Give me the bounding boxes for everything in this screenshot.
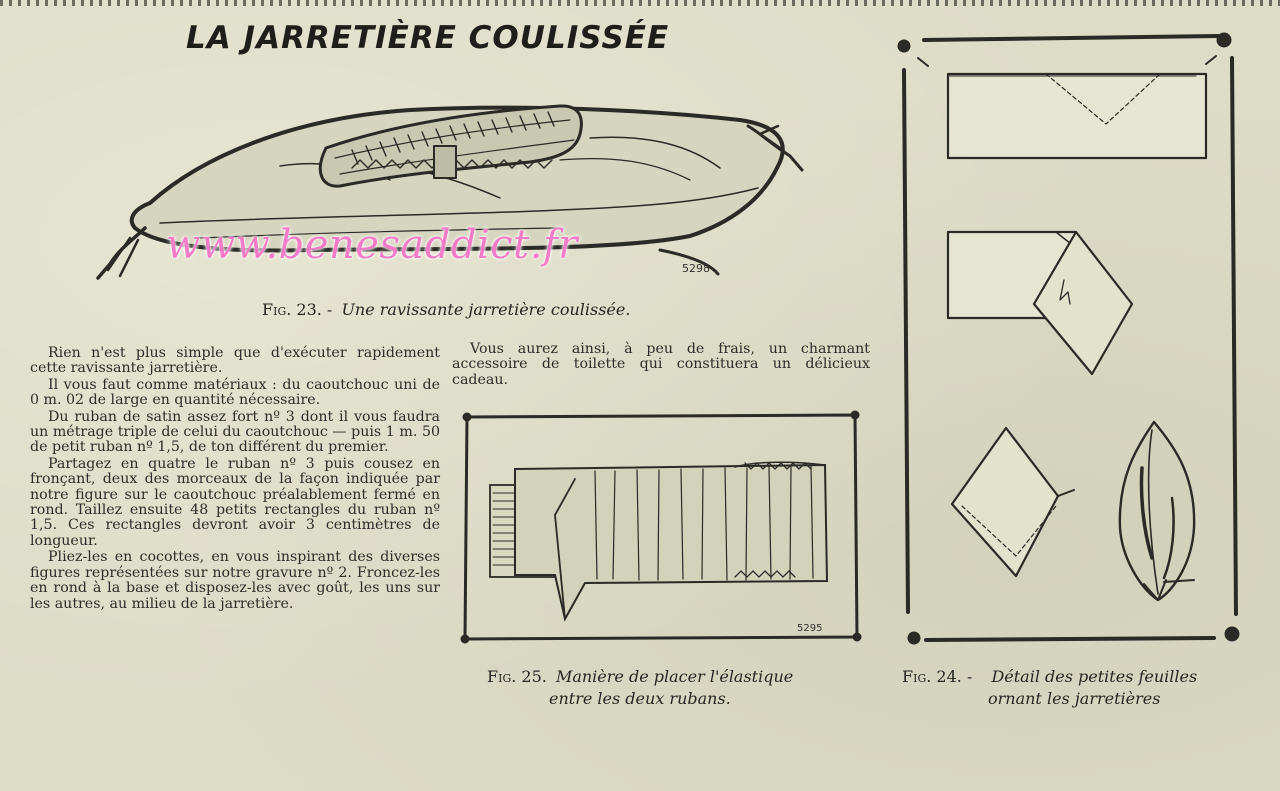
figure-24-leaves-illustration [896,28,1248,650]
figure-25-number: Fig. 25. [487,667,547,686]
figure-25-caption [487,666,793,710]
paragraph-4: Partagez en quatre le ruban nº 3 puis cousez en fronçant, deux des morceaux de la façon indiquée par notre figure sur le caoutchouc préalablement fermé en rond. Taillez ensuite 48 petits rectangles du ruban nº 1,5. Ces rectangles devront avoir 3 centimètres de longueur. [30,455,440,549]
paragraph-6: Vous aurez ainsi, à peu de frais, un charmant accessoire de toilette qui constituera un délicieux cadeau. [452,341,870,388]
perforated-edge [0,0,1280,6]
figure-25-engraver-mark: 5295 [797,623,823,634]
figure-25-caption-line1: Manière de placer l'élastique [555,667,794,686]
paragraph-1: Rien n'est plus simple que d'exécuter rapidement cette ravissante jarretière. [30,345,440,377]
watermark-text: www.benesaddict.fr [166,222,578,268]
figure-24-number: Fig. 24. - [902,667,973,686]
paragraph-5: Pliez-les en cocottes, en vous inspirant des diverses figures représentées sur notre gravure nº 2. Froncez-les en rond à la base et disposez-les avec goût, les uns sur les autres, au milieu de la jarretière. [30,549,440,612]
figure-23-number: Fig. 23. - [262,300,333,319]
figure-23-engraver-mark: 5298 [682,262,710,275]
figure-25-caption-line2: entre les deux rubans. [549,689,731,708]
figure-23-caption-text: Une ravissante jarretière coulissée. [341,300,631,319]
figure-24-caption-line2: ornant les jarretières [988,689,1161,708]
figure-23-caption [262,300,630,319]
figure-25-ribbon-illustration [455,405,867,650]
figure-24-caption [902,666,1197,710]
article-column-left [30,346,440,612]
article-column-middle [452,342,870,388]
paragraph-3: Du ruban de satin assez fort nº 3 dont il vous faudra un métrage triple de celui du caoutchouc — puis 1 m. 50 de petit ruban nº 1,5, de ton différent du premier. [30,408,440,456]
paragraph-2: Il vous faut comme matériaux : du caoutchouc uni de 0 m. 02 de large en quantité nécessaire. [30,376,440,409]
page-title: LA JARRETIÈRE COULISSÉE [186,20,670,56]
figure-24-caption-line1: Détail des petites feuilles [991,667,1198,686]
